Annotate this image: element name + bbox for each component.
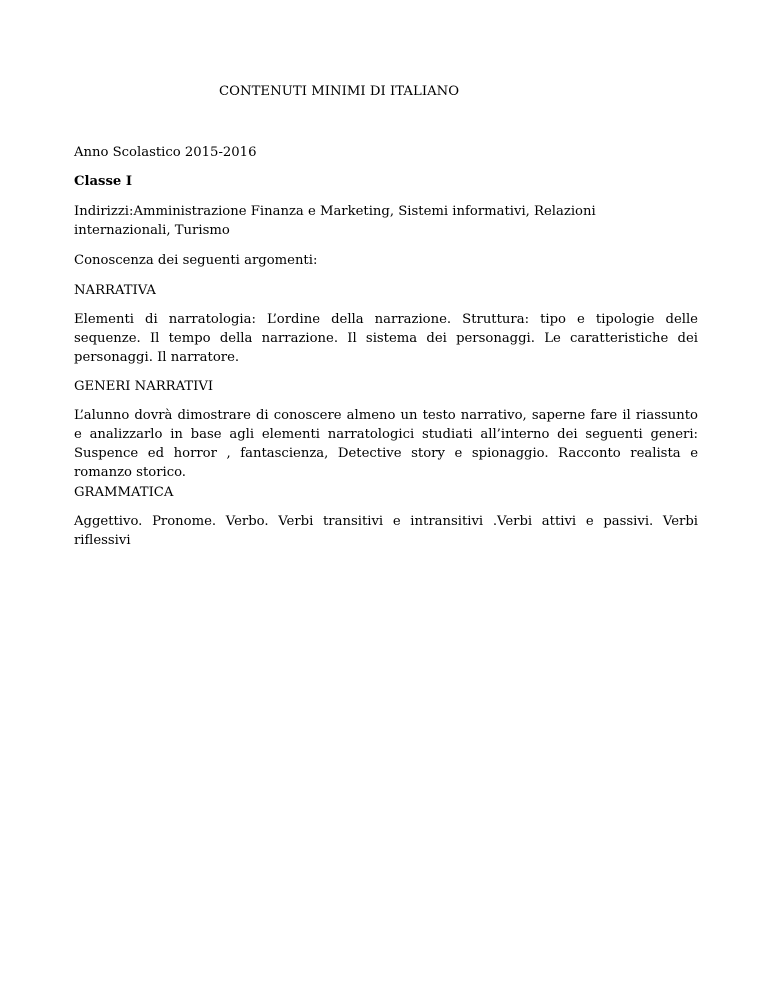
section-heading-grammatica: GRAMMATICA: [74, 485, 174, 500]
section-heading-generi-narrativi: GENERI NARRATIVI: [74, 379, 214, 394]
section-heading-narrativa: NARRATIVA: [74, 283, 156, 298]
section-body-grammatica: Aggettivo. Pronome. Verbo. Verbi transitivi e intransitivi .Verbi attivi e passivi. Verbi riflessivi: [74, 514, 698, 548]
class-label: Classe I: [74, 174, 133, 189]
document-title: CONTENUTI MINIMI DI ITALIANO: [219, 84, 460, 99]
intro-text: Conoscenza dei seguenti argomenti:: [74, 253, 318, 268]
section-body-generi-narrativi: L’alunno dovrà dimostrare di conoscere almeno un testo narrativo, saperne fare il riassunto e analizzarlo in base agli elementi narratologici studiati all’interno dei seguenti generi: Suspence ed horror , fantascienza, Detective story e spionaggio. Racconto realista e romanzo storico.: [74, 408, 698, 480]
indirizzi-text: Indirizzi:Amministrazione Finanza e Marketing, Sistemi informativi, Relazioni internazionali, Turismo: [74, 204, 596, 238]
section-body-narrativa: Elementi di narratologia: L’ordine della narrazione. Struttura: tipo e tipologie delle sequenze. Il tempo della narrazione. Il sistema dei personaggi. Le caratteristiche dei personaggi. Il narratore.: [74, 312, 698, 365]
school-year: Anno Scolastico 2015-2016: [74, 145, 257, 160]
